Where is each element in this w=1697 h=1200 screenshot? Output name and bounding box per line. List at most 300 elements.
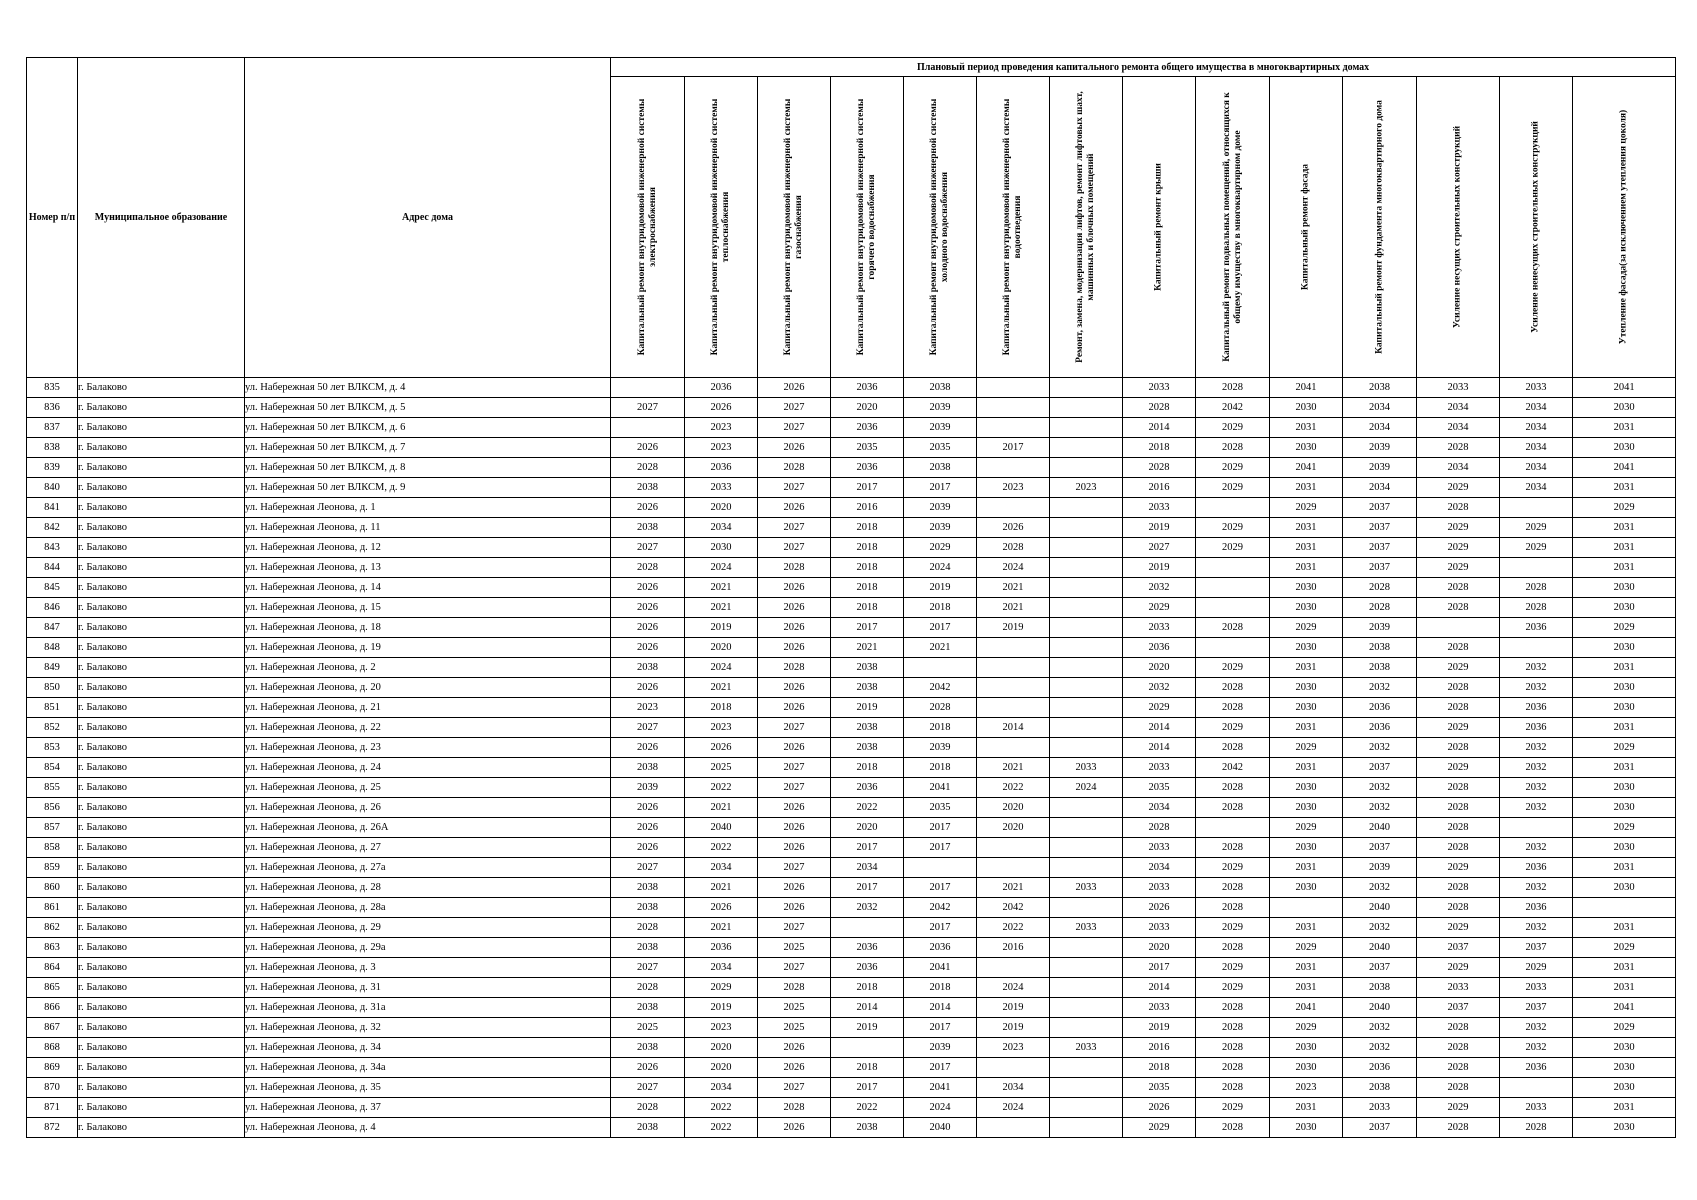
year-cell	[977, 698, 1050, 718]
year-cell: 2021	[977, 578, 1050, 598]
year-cell	[904, 658, 977, 678]
year-cell	[977, 498, 1050, 518]
year-cell: 2020	[977, 818, 1050, 838]
address-cell: ул. Набережная Леонова, д. 3	[245, 958, 611, 978]
row-number-cell: 858	[27, 838, 78, 858]
year-cell: 2036	[1500, 618, 1573, 638]
year-cell: 2029	[1573, 498, 1676, 518]
year-cell: 2026	[611, 838, 685, 858]
municipality-cell: г. Балаково	[78, 1118, 245, 1138]
year-cell: 2017	[977, 438, 1050, 458]
year-cell: 2038	[1343, 658, 1417, 678]
year-cell: 2016	[831, 498, 904, 518]
row-number-cell: 863	[27, 938, 78, 958]
table-row	[27, 1098, 1676, 1118]
year-cell: 2025	[758, 1018, 831, 1038]
table-row	[27, 758, 1676, 778]
year-cell: 2028	[1123, 398, 1196, 418]
year-cell: 2023	[685, 1018, 758, 1038]
year-cell: 2029	[685, 978, 758, 998]
year-cell	[977, 638, 1050, 658]
year-cell	[1050, 938, 1123, 958]
year-cell: 2026	[611, 638, 685, 658]
year-cell: 2017	[1123, 958, 1196, 978]
year-cell: 2030	[1573, 398, 1676, 418]
year-cell: 2029	[1500, 958, 1573, 978]
municipality-cell: г. Балаково	[78, 478, 245, 498]
address-cell: ул. Набережная Леонова, д. 21	[245, 698, 611, 718]
address-cell: ул. Набережная Леонова, д. 34	[245, 1038, 611, 1058]
address-cell: ул. Набережная 50 лет ВЛКСМ, д. 4	[245, 378, 611, 398]
address-cell: ул. Набережная Леонова, д. 34а	[245, 1058, 611, 1078]
year-cell: 2029	[1573, 618, 1676, 638]
row-number-cell: 846	[27, 598, 78, 618]
address-cell: ул. Набережная 50 лет ВЛКСМ, д. 6	[245, 418, 611, 438]
year-cell: 2030	[1270, 638, 1343, 658]
year-cell: 2016	[977, 938, 1050, 958]
row-number-cell: 844	[27, 558, 78, 578]
year-cell: 2030	[1573, 578, 1676, 598]
year-cell: 2027	[758, 858, 831, 878]
year-cell	[1050, 798, 1123, 818]
year-cell: 2028	[1196, 698, 1270, 718]
year-cell: 2040	[1343, 998, 1417, 1018]
year-cell: 2030	[1573, 838, 1676, 858]
year-cell: 2034	[1343, 398, 1417, 418]
address-cell: ул. Набережная Леонова, д. 26	[245, 798, 611, 818]
year-cell: 2020	[977, 798, 1050, 818]
year-cell	[1050, 1058, 1123, 1078]
year-cell: 2030	[1573, 638, 1676, 658]
work-column-label: Капитальный ремонт внутридомовой инженерной системы водоотведения	[1002, 98, 1023, 356]
year-cell: 2030	[1270, 698, 1343, 718]
year-cell: 2018	[904, 978, 977, 998]
year-cell: 2029	[1196, 518, 1270, 538]
year-cell: 2030	[1270, 678, 1343, 698]
year-cell: 2017	[904, 618, 977, 638]
year-cell: 2022	[977, 778, 1050, 798]
year-cell: 2029	[1573, 738, 1676, 758]
year-cell: 2031	[1270, 538, 1343, 558]
municipality-cell: г. Балаково	[78, 738, 245, 758]
municipality-cell: г. Балаково	[78, 718, 245, 738]
year-cell: 2034	[1417, 398, 1500, 418]
year-cell: 2024	[977, 978, 1050, 998]
year-cell: 2036	[1500, 698, 1573, 718]
address-cell: ул. Набережная Леонова, д. 23	[245, 738, 611, 758]
year-cell: 2018	[904, 598, 977, 618]
row-number-cell: 836	[27, 398, 78, 418]
row-number-cell: 854	[27, 758, 78, 778]
row-number-cell: 868	[27, 1038, 78, 1058]
year-cell: 2028	[1196, 838, 1270, 858]
row-number-cell: 862	[27, 918, 78, 938]
year-cell: 2030	[1573, 798, 1676, 818]
year-cell: 2031	[1573, 958, 1676, 978]
year-cell: 2028	[1417, 1078, 1500, 1098]
year-cell: 2024	[904, 558, 977, 578]
year-cell	[611, 378, 685, 398]
year-cell: 2029	[904, 538, 977, 558]
year-cell: 2041	[1573, 998, 1676, 1018]
year-cell	[977, 458, 1050, 478]
year-cell: 2019	[977, 1018, 1050, 1038]
year-cell: 2031	[1573, 658, 1676, 678]
municipality-cell: г. Балаково	[78, 378, 245, 398]
row-number-cell: 839	[27, 458, 78, 478]
year-cell	[1050, 678, 1123, 698]
municipality-cell: г. Балаково	[78, 998, 245, 1018]
row-number-cell: 864	[27, 958, 78, 978]
row-number-cell: 845	[27, 578, 78, 598]
year-cell: 2029	[1270, 1018, 1343, 1038]
year-cell: 2029	[1270, 738, 1343, 758]
municipality-header: Муниципальное образование	[78, 58, 245, 378]
year-cell: 2029	[1417, 858, 1500, 878]
municipality-cell: г. Балаково	[78, 698, 245, 718]
year-cell: 2027	[758, 958, 831, 978]
address-cell: ул. Набережная Леонова, д. 20	[245, 678, 611, 698]
year-cell: 2020	[1123, 938, 1196, 958]
row-number-cell: 851	[27, 698, 78, 718]
row-number-cell: 865	[27, 978, 78, 998]
year-cell: 2028	[1500, 578, 1573, 598]
year-cell: 2042	[904, 678, 977, 698]
year-cell: 2030	[1270, 398, 1343, 418]
year-cell: 2026	[758, 818, 831, 838]
year-cell: 2018	[1123, 438, 1196, 458]
year-cell: 2031	[1270, 518, 1343, 538]
work-column-header	[977, 77, 1050, 378]
year-cell: 2020	[685, 1058, 758, 1078]
year-cell: 2028	[1417, 798, 1500, 818]
year-cell: 2019	[904, 578, 977, 598]
year-cell: 2028	[758, 458, 831, 478]
year-cell	[1050, 618, 1123, 638]
year-cell: 2026	[611, 438, 685, 458]
year-cell: 2029	[1417, 658, 1500, 678]
year-cell: 2019	[1123, 1018, 1196, 1038]
year-cell: 2027	[758, 1078, 831, 1098]
year-cell: 2042	[1196, 758, 1270, 778]
year-cell: 2037	[1343, 758, 1417, 778]
table-row	[27, 958, 1676, 978]
year-cell: 2032	[1343, 738, 1417, 758]
year-cell: 2039	[904, 418, 977, 438]
municipality-cell: г. Балаково	[78, 898, 245, 918]
year-cell: 2028	[758, 658, 831, 678]
municipality-cell: г. Балаково	[78, 1018, 245, 1038]
year-cell: 2027	[611, 858, 685, 878]
year-cell: 2026	[611, 578, 685, 598]
municipality-cell: г. Балаково	[78, 638, 245, 658]
table-row	[27, 718, 1676, 738]
year-cell: 2027	[758, 418, 831, 438]
address-cell: ул. Набережная Леонова, д. 32	[245, 1018, 611, 1038]
municipality-cell: г. Балаково	[78, 758, 245, 778]
year-cell: 2032	[1500, 838, 1573, 858]
capital-repair-plan-table	[26, 57, 1676, 1138]
year-cell: 2031	[1573, 918, 1676, 938]
year-cell: 2024	[977, 1098, 1050, 1118]
year-cell: 2018	[831, 558, 904, 578]
year-cell: 2014	[904, 998, 977, 1018]
year-cell: 2026	[1123, 1098, 1196, 1118]
table-row	[27, 698, 1676, 718]
year-cell: 2023	[611, 698, 685, 718]
year-cell: 2030	[1573, 678, 1676, 698]
year-cell	[1050, 538, 1123, 558]
year-cell: 2026	[758, 1058, 831, 1078]
year-cell: 2038	[611, 1118, 685, 1138]
year-cell: 2031	[1270, 658, 1343, 678]
year-cell: 2028	[1196, 898, 1270, 918]
year-cell	[1050, 378, 1123, 398]
year-cell: 2029	[1417, 918, 1500, 938]
year-cell: 2021	[685, 598, 758, 618]
table-row	[27, 1118, 1676, 1138]
year-cell	[1050, 718, 1123, 738]
year-cell: 2026	[758, 878, 831, 898]
table-row	[27, 978, 1676, 998]
year-cell: 2041	[904, 778, 977, 798]
year-cell	[1050, 1118, 1123, 1138]
year-cell: 2024	[1050, 778, 1123, 798]
work-column-header	[1123, 77, 1196, 378]
year-cell	[1050, 418, 1123, 438]
year-cell: 2030	[1270, 578, 1343, 598]
work-column-header	[831, 77, 904, 378]
address-cell: ул. Набережная Леонова, д. 14	[245, 578, 611, 598]
planned-period-header: Плановый период проведения капитального ремонта общего имущества в многоквартирных домах	[611, 58, 1676, 77]
year-cell: 2037	[1343, 498, 1417, 518]
year-cell: 2023	[685, 718, 758, 738]
year-cell: 2024	[685, 658, 758, 678]
year-cell: 2029	[1196, 958, 1270, 978]
year-cell	[1050, 458, 1123, 478]
year-cell: 2028	[1196, 378, 1270, 398]
year-cell: 2036	[685, 458, 758, 478]
year-cell: 2026	[611, 798, 685, 818]
municipality-cell: г. Балаково	[78, 1078, 245, 1098]
year-cell	[1500, 558, 1573, 578]
year-cell: 2041	[1270, 378, 1343, 398]
year-cell: 2017	[904, 478, 977, 498]
year-cell: 2032	[1500, 758, 1573, 778]
year-cell: 2021	[685, 578, 758, 598]
year-cell: 2031	[1573, 758, 1676, 778]
year-cell	[1050, 998, 1123, 1018]
year-cell: 2014	[831, 998, 904, 1018]
address-cell: ул. Набережная Леонова, д. 25	[245, 778, 611, 798]
table-row	[27, 938, 1676, 958]
year-cell: 2027	[758, 398, 831, 418]
year-cell	[1196, 598, 1270, 618]
year-cell	[1050, 858, 1123, 878]
year-cell: 2026	[758, 498, 831, 518]
year-cell	[977, 1058, 1050, 1078]
year-cell: 2032	[1343, 678, 1417, 698]
year-cell	[1050, 1078, 1123, 1098]
row-number-cell: 861	[27, 898, 78, 918]
year-cell	[1050, 558, 1123, 578]
year-cell: 2038	[611, 998, 685, 1018]
table-row	[27, 418, 1676, 438]
work-column-label: Капитальный ремонт внутридомовой инженерной системы горячего водоснабжения	[856, 98, 877, 356]
year-cell: 2021	[904, 638, 977, 658]
year-cell: 2033	[1123, 998, 1196, 1018]
address-cell: ул. Набережная Леонова, д. 1	[245, 498, 611, 518]
year-cell: 2028	[1196, 678, 1270, 698]
year-cell: 2029	[1573, 1018, 1676, 1038]
year-cell: 2030	[685, 538, 758, 558]
year-cell: 2033	[1343, 1098, 1417, 1118]
year-cell: 2028	[1417, 1058, 1500, 1078]
year-cell: 2032	[1500, 658, 1573, 678]
year-cell: 2034	[685, 1078, 758, 1098]
year-cell: 2039	[904, 738, 977, 758]
year-cell: 2028	[611, 918, 685, 938]
row-number-cell: 835	[27, 378, 78, 398]
year-cell: 2032	[1123, 578, 1196, 598]
year-cell: 2032	[1343, 798, 1417, 818]
year-cell	[1050, 518, 1123, 538]
address-cell: ул. Набережная Леонова, д. 15	[245, 598, 611, 618]
year-cell	[1050, 1018, 1123, 1038]
year-cell: 2042	[1196, 398, 1270, 418]
year-cell: 2018	[831, 578, 904, 598]
year-cell: 2028	[1196, 1078, 1270, 1098]
year-cell: 2039	[1343, 858, 1417, 878]
year-cell: 2038	[611, 518, 685, 538]
row-number-cell: 849	[27, 658, 78, 678]
year-cell: 2036	[904, 938, 977, 958]
year-cell: 2030	[1573, 1058, 1676, 1078]
year-cell: 2028	[1196, 778, 1270, 798]
year-cell: 2036	[1500, 898, 1573, 918]
work-column-header	[1196, 77, 1270, 378]
year-cell: 2029	[1123, 598, 1196, 618]
year-cell: 2030	[1270, 778, 1343, 798]
year-cell: 2029	[1573, 938, 1676, 958]
municipality-cell: г. Балаково	[78, 458, 245, 478]
address-cell: ул. Набережная 50 лет ВЛКСМ, д. 9	[245, 478, 611, 498]
address-cell: ул. Набережная Леонова, д. 29	[245, 918, 611, 938]
year-cell: 2020	[685, 638, 758, 658]
year-cell: 2020	[685, 498, 758, 518]
year-cell: 2030	[1573, 1078, 1676, 1098]
year-cell: 2034	[1500, 458, 1573, 478]
work-column-header	[685, 77, 758, 378]
work-column-header	[1270, 77, 1343, 378]
year-cell: 2038	[611, 658, 685, 678]
municipality-cell: г. Балаково	[78, 778, 245, 798]
year-cell: 2028	[977, 538, 1050, 558]
year-cell: 2038	[904, 458, 977, 478]
work-column-header	[1343, 77, 1417, 378]
table-row	[27, 998, 1676, 1018]
year-cell: 2038	[831, 718, 904, 738]
year-cell: 2030	[1573, 698, 1676, 718]
table-row	[27, 858, 1676, 878]
year-cell: 2031	[1270, 478, 1343, 498]
year-cell	[977, 678, 1050, 698]
year-cell: 2026	[611, 1058, 685, 1078]
year-cell: 2020	[831, 818, 904, 838]
year-cell: 2038	[904, 378, 977, 398]
work-column-label: Капитальный ремонт фундамента многоквартирного дома	[1374, 100, 1384, 354]
year-cell: 2021	[685, 918, 758, 938]
row-number-cell: 856	[27, 798, 78, 818]
year-cell: 2029	[1417, 758, 1500, 778]
year-cell: 2039	[1343, 458, 1417, 478]
year-cell: 2040	[1343, 938, 1417, 958]
year-cell: 2032	[831, 898, 904, 918]
year-cell: 2031	[1573, 518, 1676, 538]
year-cell: 2034	[1500, 398, 1573, 418]
year-cell: 2032	[1500, 1018, 1573, 1038]
year-cell: 2031	[1573, 858, 1676, 878]
year-cell: 2026	[758, 598, 831, 618]
year-cell: 2026	[1123, 898, 1196, 918]
year-cell	[1050, 1098, 1123, 1118]
year-cell: 2029	[1500, 518, 1573, 538]
year-cell: 2023	[685, 418, 758, 438]
year-cell: 2033	[1417, 378, 1500, 398]
year-cell: 2028	[611, 978, 685, 998]
year-cell: 2022	[685, 778, 758, 798]
work-column-header	[1500, 77, 1573, 378]
table-row	[27, 498, 1676, 518]
year-cell	[1050, 958, 1123, 978]
year-cell: 2038	[831, 658, 904, 678]
year-cell	[1270, 898, 1343, 918]
work-column-label: Усиление ненесущих строительных конструкций	[1530, 121, 1541, 333]
year-cell: 2028	[1196, 1058, 1270, 1078]
municipality-cell: г. Балаково	[78, 858, 245, 878]
year-cell: 2029	[1196, 718, 1270, 738]
row-number-cell: 847	[27, 618, 78, 638]
year-cell: 2039	[904, 1038, 977, 1058]
table-row	[27, 578, 1676, 598]
year-cell: 2014	[1123, 418, 1196, 438]
year-cell: 2031	[1270, 418, 1343, 438]
year-cell: 2038	[831, 738, 904, 758]
year-cell: 2036	[1500, 1058, 1573, 1078]
year-cell: 2025	[758, 998, 831, 1018]
year-cell	[1500, 818, 1573, 838]
municipality-cell: г. Балаково	[78, 618, 245, 638]
year-cell: 2018	[904, 718, 977, 738]
year-cell: 2029	[1196, 978, 1270, 998]
year-cell: 2022	[831, 798, 904, 818]
table-row	[27, 438, 1676, 458]
year-cell: 2017	[904, 1058, 977, 1078]
year-cell: 2028	[1417, 898, 1500, 918]
year-cell: 2028	[1417, 838, 1500, 858]
year-cell: 2021	[685, 878, 758, 898]
address-cell: ул. Набережная Леонова, д. 24	[245, 758, 611, 778]
year-cell: 2028	[1417, 598, 1500, 618]
year-cell: 2034	[1500, 478, 1573, 498]
year-cell	[977, 838, 1050, 858]
year-cell: 2036	[685, 938, 758, 958]
year-cell: 2028	[611, 458, 685, 478]
number-header: Номер п/п	[27, 58, 78, 378]
year-cell: 2038	[1343, 638, 1417, 658]
year-cell: 2034	[831, 858, 904, 878]
row-number-cell: 859	[27, 858, 78, 878]
